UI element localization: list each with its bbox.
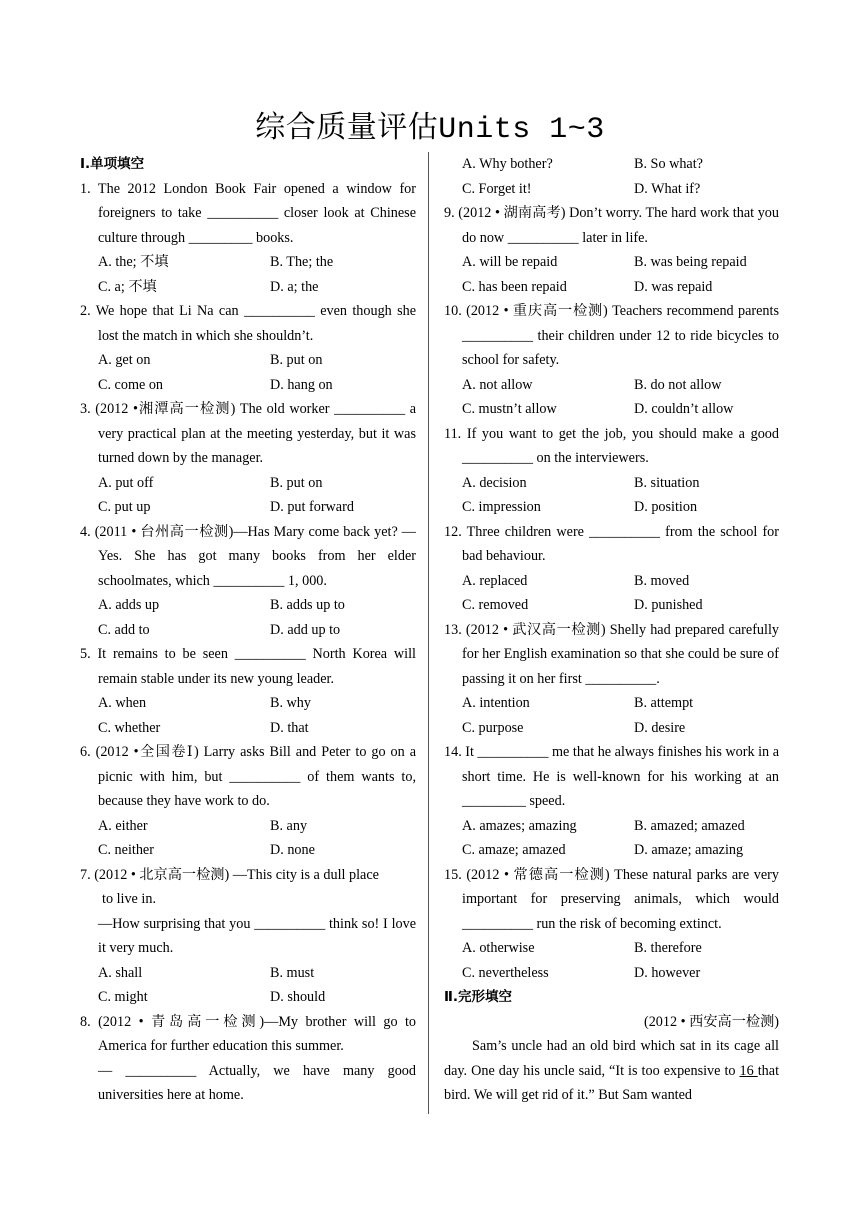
options xyxy=(80,348,416,397)
option-c: C. put up xyxy=(98,499,151,515)
question-stem: 3. (2012 •湘潭高一检测) The old worker __________ a very practical plan at the meeting yesterday, but it was turned down by the manager. xyxy=(80,401,416,466)
question-2 xyxy=(80,299,416,397)
option-c: C. nevertheless xyxy=(462,964,549,981)
option-d: D. What if? xyxy=(634,180,701,197)
option-c: C. add to xyxy=(98,621,150,638)
option-b: B. So what? xyxy=(634,156,703,172)
question-stem: 4. (2011 • 台州高一检测)—Has Mary come back yet? — Yes. She has got many books from her elder schoolmates, which __________ 1, 000. xyxy=(80,523,416,589)
page-title xyxy=(0,106,860,152)
option-d: D. add up to xyxy=(270,621,341,638)
option-c: C. mustn’t allow xyxy=(462,401,557,417)
option-b: B. therefore xyxy=(634,940,702,956)
option-b: B. was being repaid xyxy=(634,254,747,270)
option-a: A. otherwise xyxy=(462,940,535,956)
options xyxy=(444,471,779,520)
question-3 xyxy=(80,397,416,520)
option-a: A. the; 不填 xyxy=(98,254,169,270)
option-a: A. will be repaid xyxy=(462,254,558,270)
question-11 xyxy=(444,422,779,520)
option-b: B. moved xyxy=(634,572,690,589)
question-stem: 15. (2012 • 常德高一检测) These natural parks are very important for preserving animals, which would __________ run the risk of becoming extinct. xyxy=(444,866,779,932)
option-d: D. put forward xyxy=(270,499,354,515)
options xyxy=(80,691,416,740)
cloze-text-part-2: that bird. We will get rid of it.” But Sam wanted xyxy=(444,1062,780,1103)
option-d: D. punished xyxy=(634,597,703,613)
question-stem: 1. The 2012 London Book Fair opened a window for foreigners to take __________ closer look at Chinese culture through _________ books. xyxy=(80,180,416,246)
option-c: C. neither xyxy=(98,842,154,858)
question-9 xyxy=(444,201,779,299)
options xyxy=(80,250,416,299)
question-4 xyxy=(80,520,416,643)
option-b: B. amazed; amazed xyxy=(634,817,745,834)
options xyxy=(80,814,416,863)
option-a: A. shall xyxy=(98,964,143,981)
option-a: A. Why bother? xyxy=(462,156,553,172)
option-b: B. do not allow xyxy=(634,376,722,393)
question-stem: 10. (2012 • 重庆高一检测) Teachers recommend parents __________ their children under 12 to ride bicycles to school for safety. xyxy=(444,303,779,368)
option-a: A. put off xyxy=(98,474,154,491)
options xyxy=(80,961,416,1010)
options xyxy=(444,691,779,740)
question-stem: 2. We hope that Li Na can __________ even though she lost the match in which she shouldn’t. xyxy=(80,303,416,344)
option-d: D. that xyxy=(270,719,309,736)
options xyxy=(444,936,779,985)
section-2-heading: Ⅱ.完形填空 xyxy=(444,989,513,1005)
option-d: D. desire xyxy=(634,719,686,736)
question-10 xyxy=(444,299,779,422)
option-d: D. however xyxy=(634,964,701,981)
option-c: C. impression xyxy=(462,499,541,515)
option-b: B. attempt xyxy=(634,695,694,711)
question-8 xyxy=(80,1010,416,1108)
option-d: D. hang on xyxy=(270,376,333,393)
option-c: C. come on xyxy=(98,376,164,393)
column-divider xyxy=(428,152,429,1114)
question-12 xyxy=(444,520,779,618)
question-stem: 9. (2012 • 湖南高考) Don’t worry. The hard work that you do now __________ later in life. xyxy=(444,205,779,246)
option-c: C. might xyxy=(98,989,148,1005)
cloze-source: (2012 • 西安高一检测) xyxy=(643,1013,779,1030)
question-stem: 7. (2012 • 北京高一检测) —This city is a dull place xyxy=(80,866,379,883)
option-b: B. any xyxy=(270,817,308,834)
options xyxy=(444,569,779,618)
option-d: D. was repaid xyxy=(634,278,713,295)
option-c: C. amaze; amazed xyxy=(462,842,566,858)
title-units: Units 1~3 xyxy=(438,113,605,147)
cloze-blank-16: 16 xyxy=(739,1062,758,1079)
question-5 xyxy=(80,642,416,740)
question-8-options xyxy=(444,152,779,201)
option-b: B. put on xyxy=(270,352,323,368)
option-d: D. couldn’t allow xyxy=(634,401,734,417)
option-a: A. adds up xyxy=(98,597,160,613)
question-stem: 13. (2012 • 武汉高一检测) Shelly had prepared carefully for her English examination so that she could be sure of passing it on her first __________. xyxy=(444,621,779,687)
cloze-text-part-1: Sam’s uncle had an old bird which sat in its cage all day. One day his uncle said, “It is too expensive to xyxy=(444,1038,779,1079)
cloze-passage xyxy=(444,1034,779,1108)
option-b: B. adds up to xyxy=(270,597,345,613)
right-column xyxy=(444,152,779,1108)
section-1-heading: Ⅰ.单项填空 xyxy=(80,156,145,172)
option-d: D. should xyxy=(270,989,326,1005)
question-7 xyxy=(80,863,416,1010)
option-a: A. get on xyxy=(98,352,151,368)
question-13 xyxy=(444,618,779,741)
option-a: A. amazes; amazing xyxy=(462,817,577,834)
option-a: A. not allow xyxy=(462,376,533,393)
option-b: B. situation xyxy=(634,474,700,491)
question-stem: 11. If you want to get the job, you should make a good __________ on the interviewers. xyxy=(444,425,779,466)
question-stem: 8. (2012 • 青岛高一检测)—My brother will go to America for further education this summer. xyxy=(80,1013,416,1054)
option-c: C. removed xyxy=(462,597,529,613)
option-c: C. purpose xyxy=(462,719,524,736)
option-d: D. position xyxy=(634,499,698,515)
options xyxy=(80,593,416,642)
question-14 xyxy=(444,740,779,863)
question-stem: 6. (2012 •全国卷Ⅰ) Larry asks Bill and Peter to go on a picnic with him, but __________ of them wants to, because they have work to do. xyxy=(80,744,416,809)
option-a: A. replaced xyxy=(462,572,528,589)
option-b: B. put on xyxy=(270,474,323,491)
options xyxy=(80,471,416,520)
question-stem-continued: to live in. xyxy=(102,891,156,907)
option-d: D. a; the xyxy=(270,278,319,295)
option-c: C. whether xyxy=(98,719,161,736)
option-d: D. amaze; amazing xyxy=(634,842,744,858)
question-stem: 14. It __________ me that he always finishes his work in a short time. He is well-known for his working at an _________ speed. xyxy=(444,744,779,809)
option-c: C. a; 不填 xyxy=(98,278,157,295)
question-1 xyxy=(80,177,416,300)
question-reply: —How surprising that you __________ think so! I love it very much. xyxy=(98,915,416,956)
options xyxy=(444,250,779,299)
title-chinese: 综合质量评估 xyxy=(255,110,439,145)
option-c: C. Forget it! xyxy=(462,180,532,197)
option-c: C. has been repaid xyxy=(462,278,567,295)
option-a: A. intention xyxy=(462,695,530,711)
option-b: B. must xyxy=(270,964,315,981)
option-a: A. decision xyxy=(462,474,527,491)
question-6 xyxy=(80,740,416,863)
question-stem: 5. It remains to be seen __________ North Korea will remain stable under its new young leader. xyxy=(80,646,416,687)
question-stem: 12. Three children were __________ from the school for bad behaviour. xyxy=(444,523,779,564)
question-15 xyxy=(444,863,779,986)
options xyxy=(444,814,779,863)
question-reply: — __________ Actually, we have many good universities here at home. xyxy=(98,1062,416,1103)
options xyxy=(444,373,779,422)
option-a: A. when xyxy=(98,695,147,711)
option-b: B. The; the xyxy=(270,254,334,270)
option-b: B. why xyxy=(270,695,311,711)
left-column xyxy=(80,152,416,1108)
option-d: D. none xyxy=(270,842,315,858)
option-a: A. either xyxy=(98,817,148,834)
